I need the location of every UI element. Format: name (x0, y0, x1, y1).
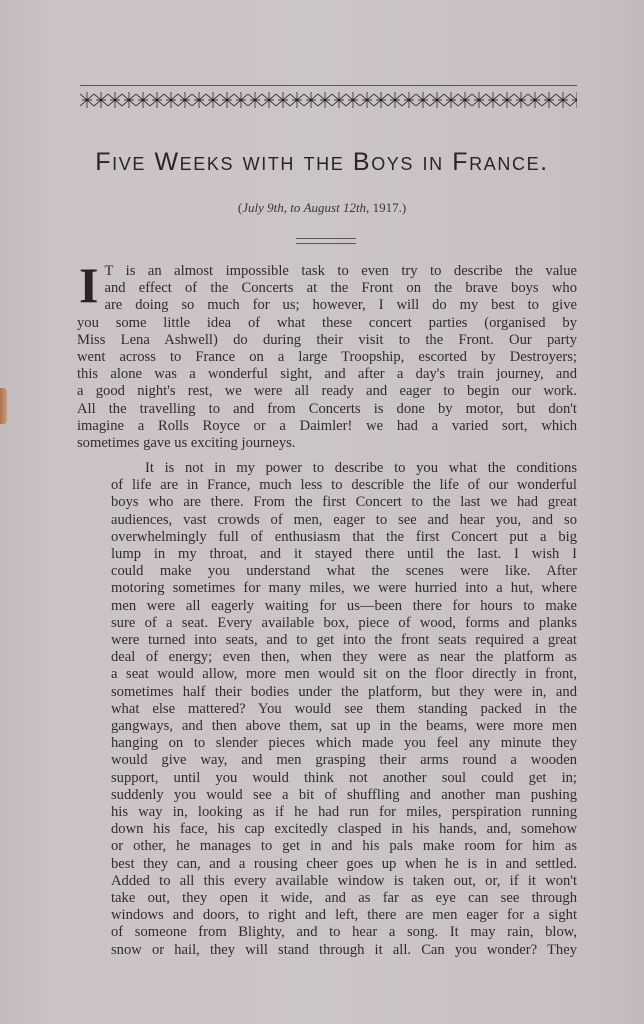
header-rule (80, 85, 577, 86)
text-line: you some little idea of what these concert parties (organised by (77, 314, 577, 331)
text-line: were turned into seats, and to get into the front seats required a great (111, 632, 577, 649)
text-line: deal of energy; even then, when they were as near the platform as (111, 649, 577, 666)
text-line: of life are in France, much less to describle the life of our wonderful (111, 477, 577, 494)
text-line: support, until you would think not another soul could get in; (111, 769, 577, 786)
text-line: windows and doors, to right and left, there are men eager for a sight (111, 907, 577, 924)
text-line: All the travelling to and from Concerts is done by motor, but don't (77, 400, 577, 417)
text-line: would give way, and men grasping their arms round a wooden (111, 752, 577, 769)
paragraph-2 (77, 460, 577, 959)
text-line: a seat would allow, more men would sit on the floor directly in front, (111, 666, 577, 683)
text-line: are doing so much for us; however, I will do my best to give (104, 297, 577, 314)
date-start: July 9th, (242, 200, 287, 215)
text-line: or other, he manages to get in and his pals make room for him as (111, 838, 577, 855)
text-line: imagine a Rolls Royce or a Daimler! we had a varied sort, which (77, 417, 577, 434)
text-line: T is an almost impossible task to even try to describe the value (104, 263, 577, 279)
text-line: and effect of the Concerts at the Front on the brave boys who (104, 280, 577, 297)
text-line: It is not in my power to describe to you what the conditions (145, 460, 577, 476)
text-line: men were all eagerly waiting for us—been there for hours to make (111, 597, 577, 614)
text-line: Miss Lena Ashwell) do during their visit to the Front. Our party (77, 331, 577, 348)
text-line: a good night's rest, we were all ready and eager to begin our work. (77, 383, 577, 400)
text-line: his way in, looking as if he had run for miles, perspiration running (111, 804, 577, 821)
article-date-range (0, 200, 644, 216)
text-line: motoring sometimes for many miles, we were hurried into a hut, where (111, 580, 577, 597)
text-line: snow or hail, they will stand through it all. Can you wonder? They (111, 941, 577, 958)
paren-open: ( (237, 200, 243, 215)
text-line: hanging on to slender pieces which made you feel any minute they (111, 735, 577, 752)
date-year: 1917.) (372, 200, 407, 215)
title-divider (296, 238, 356, 244)
text-line: could make you understand what the scenes were like. After (111, 563, 577, 580)
date-connector: to (290, 200, 301, 215)
date-end: August 12th, (303, 200, 370, 215)
text-line: went across to France on a large Troopship, escorted by Destroyers; (77, 349, 577, 366)
text-line: down his face, his cap excitedly clasped in his hands, and, somehow (111, 821, 577, 838)
text-line: suddenly you would see a bit of shuffling and another man pushing (111, 786, 577, 803)
decorative-border-ornament (80, 90, 577, 110)
text-line: of someone from Blighty, and to hear a song. It may rain, blow, (111, 924, 577, 941)
text-line: Added to all this every available window is taken out, or, if it won't (111, 872, 577, 889)
paragraph-1 (77, 257, 577, 452)
page-edge-stain (0, 388, 7, 424)
text-line: what else mattered? You would see them standing packed in the (111, 700, 577, 717)
text-line: overwhelmingly full of enthusiasm that the first Concert put a big (111, 528, 577, 545)
text-line: sometimes half their bodies under the platform, but they were in, and (111, 683, 577, 700)
text-line: sometimes gave us exciting journeys. (77, 435, 296, 452)
text-line: best they can, and a rousing cheer goes up when he is in and settled. (111, 855, 577, 872)
text-line: sure of a seat. Every available box, piece of wood, forms and planks (111, 614, 577, 631)
text-line: gangways, and then above them, sat up in the beams, were more men (111, 718, 577, 735)
drop-cap-letter: I (79, 257, 99, 313)
text-line: boys who are there. From the first Concert to the last we had great (111, 494, 577, 511)
text-line: this alone was a wonderful sight, and after a day's train journey, and (77, 366, 577, 383)
text-line: lump in my throat, and it stayed there until the last. I wish I (111, 546, 577, 563)
text-line: audiences, vast crowds of men, eager to see and hear you, and so (111, 511, 577, 528)
article-title: Five Weeks with the Boys in France. (95, 148, 549, 176)
text-line: take out, they open it wide, and as far as eye can see through (111, 890, 577, 907)
